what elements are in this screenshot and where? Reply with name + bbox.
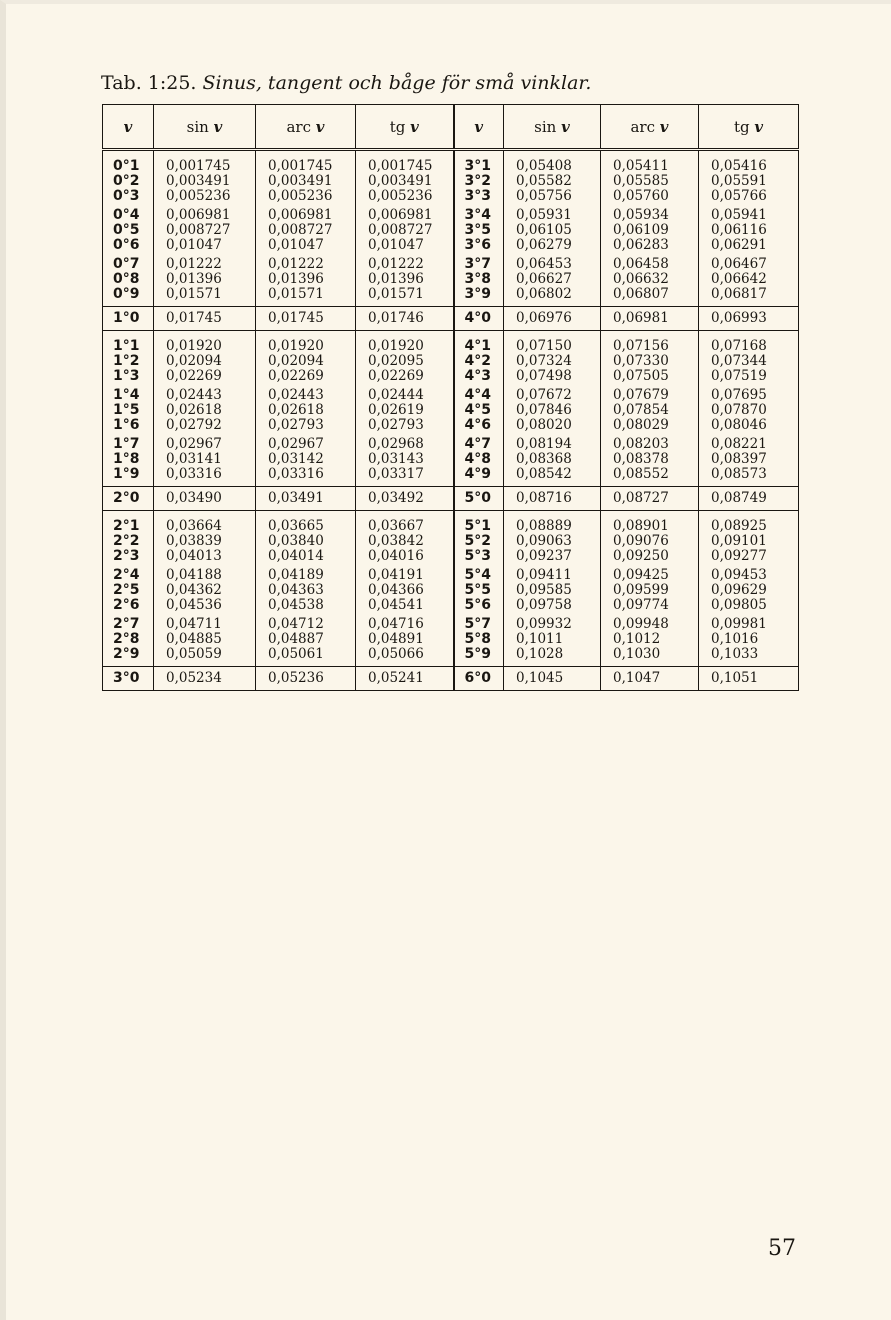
value-cell: 0,06291	[699, 238, 799, 253]
value-cell: 0,04366	[356, 583, 454, 598]
value-cell: 0,04536	[154, 598, 256, 613]
value-cell: 0,09277	[699, 549, 799, 564]
header-variable: v	[213, 117, 223, 136]
angle-cell: 1°2	[103, 354, 154, 369]
value-cell: 0,003491	[256, 174, 356, 189]
table-row	[103, 238, 799, 253]
value-cell: 0,09948	[601, 613, 699, 632]
value-cell: 0,1045	[504, 667, 601, 691]
angle-cell: 2°0	[103, 487, 154, 511]
value-cell: 0,09758	[504, 598, 601, 613]
value-cell: 0,008727	[356, 223, 454, 238]
value-cell: 0,03316	[256, 467, 356, 487]
value-cell: 0,03316	[154, 467, 256, 487]
table-row	[103, 223, 799, 238]
angle-cell: 5°0	[454, 487, 504, 511]
angle-cell: 2°7	[103, 613, 154, 632]
table-caption	[101, 72, 591, 94]
value-cell: 0,07519	[699, 369, 799, 384]
table-row	[103, 613, 799, 632]
angle-cell: 5°7	[454, 613, 504, 632]
angle-cell: 4°4	[454, 384, 504, 403]
value-cell: 0,01222	[256, 253, 356, 272]
table-row	[103, 174, 799, 189]
value-cell: 0,03664	[154, 511, 256, 535]
table-row	[103, 583, 799, 598]
value-cell: 0,06283	[601, 238, 699, 253]
angle-cell: 3°8	[454, 272, 504, 287]
value-cell: 0,01920	[356, 331, 454, 355]
value-cell: 0,06817	[699, 287, 799, 307]
table-row	[103, 647, 799, 667]
value-cell: 0,05241	[356, 667, 454, 691]
angle-cell: 5°9	[454, 647, 504, 667]
table-row	[103, 403, 799, 418]
value-cell: 0,06981	[601, 307, 699, 331]
angle-cell: 1°5	[103, 403, 154, 418]
value-cell: 0,06632	[601, 272, 699, 287]
value-cell: 0,05582	[504, 174, 601, 189]
header-variable: v	[561, 117, 570, 136]
value-cell: 0,07854	[601, 403, 699, 418]
value-cell: 0,04885	[154, 632, 256, 647]
value-cell: 0,03143	[356, 452, 454, 467]
table-row	[103, 598, 799, 613]
value-cell: 0,05411	[601, 150, 699, 175]
angle-cell: 0°3	[103, 189, 154, 204]
value-cell: 0,03491	[256, 487, 356, 511]
value-cell: 0,09453	[699, 564, 799, 583]
angle-cell: 0°7	[103, 253, 154, 272]
header-variable: v	[410, 117, 419, 136]
angle-cell: 3°9	[454, 287, 504, 307]
value-cell: 0,03142	[256, 452, 356, 467]
angle-cell: 1°9	[103, 467, 154, 487]
value-cell: 0,08029	[601, 418, 699, 433]
value-cell: 0,06458	[601, 253, 699, 272]
header-function: tg	[733, 117, 755, 136]
value-cell: 0,08020	[504, 418, 601, 433]
value-cell: 0,08901	[601, 511, 699, 535]
value-cell: 0,08925	[699, 511, 799, 535]
angle-cell: 0°2	[103, 174, 154, 189]
value-cell: 0,04711	[154, 613, 256, 632]
page-number: 57	[768, 1236, 796, 1261]
table-row	[103, 418, 799, 433]
value-cell: 0,02793	[256, 418, 356, 433]
column-header	[356, 105, 454, 150]
value-cell: 0,04363	[256, 583, 356, 598]
value-cell: 0,02619	[356, 403, 454, 418]
value-cell: 0,09981	[699, 613, 799, 632]
angle-cell: 5°2	[454, 534, 504, 549]
value-cell: 0,02967	[154, 433, 256, 452]
value-cell: 0,09585	[504, 583, 601, 598]
angle-cell: 1°7	[103, 433, 154, 452]
angle-cell: 0°6	[103, 238, 154, 253]
header-variable: v	[315, 117, 325, 136]
angle-cell: 1°1	[103, 331, 154, 355]
value-cell: 0,05941	[699, 204, 799, 223]
angle-cell: 4°1	[454, 331, 504, 355]
value-cell: 0,02793	[356, 418, 454, 433]
value-cell: 0,08368	[504, 452, 601, 467]
value-cell: 0,005236	[256, 189, 356, 204]
header-function: arc	[630, 117, 660, 136]
table-row	[103, 549, 799, 564]
table-row	[103, 331, 799, 355]
value-cell: 0,09237	[504, 549, 601, 564]
value-cell: 0,08203	[601, 433, 699, 452]
value-cell: 0,01047	[356, 238, 454, 253]
angle-cell: 0°8	[103, 272, 154, 287]
value-cell: 0,07150	[504, 331, 601, 355]
value-cell: 0,03840	[256, 534, 356, 549]
value-cell: 0,04891	[356, 632, 454, 647]
table-row	[103, 534, 799, 549]
angle-cell: 2°4	[103, 564, 154, 583]
value-cell: 0,01571	[356, 287, 454, 307]
value-cell: 0,06627	[504, 272, 601, 287]
value-cell: 0,05416	[699, 150, 799, 175]
table-row	[103, 632, 799, 647]
angle-cell: 2°5	[103, 583, 154, 598]
value-cell: 0,03317	[356, 467, 454, 487]
value-cell: 0,01571	[154, 287, 256, 307]
value-cell: 0,001745	[256, 150, 356, 175]
value-cell: 0,06109	[601, 223, 699, 238]
header-function: sin	[534, 117, 562, 136]
angle-cell: 1°3	[103, 369, 154, 384]
table-row	[103, 487, 799, 511]
angle-cell: 0°4	[103, 204, 154, 223]
trig-table	[102, 104, 799, 691]
angle-cell: 1°0	[103, 307, 154, 331]
value-cell: 0,04014	[256, 549, 356, 564]
header-row	[103, 105, 799, 150]
value-cell: 0,08573	[699, 467, 799, 487]
value-cell: 0,03492	[356, 487, 454, 511]
table-row	[103, 667, 799, 691]
value-cell: 0,04541	[356, 598, 454, 613]
value-cell: 0,02094	[154, 354, 256, 369]
value-cell: 0,06802	[504, 287, 601, 307]
angle-cell: 5°8	[454, 632, 504, 647]
value-cell: 0,01745	[154, 307, 256, 331]
value-cell: 0,1011	[504, 632, 601, 647]
value-cell: 0,07672	[504, 384, 601, 403]
value-cell: 0,01047	[154, 238, 256, 253]
value-cell: 0,008727	[256, 223, 356, 238]
column-header	[699, 105, 799, 150]
angle-cell: 0°5	[103, 223, 154, 238]
value-cell: 0,08378	[601, 452, 699, 467]
table-row	[103, 189, 799, 204]
value-cell: 0,05760	[601, 189, 699, 204]
value-cell: 0,08397	[699, 452, 799, 467]
value-cell: 0,09774	[601, 598, 699, 613]
angle-cell: 5°4	[454, 564, 504, 583]
value-cell: 0,01222	[356, 253, 454, 272]
table-row	[103, 287, 799, 307]
angle-cell: 3°5	[454, 223, 504, 238]
value-cell: 0,006981	[356, 204, 454, 223]
value-cell: 0,02967	[256, 433, 356, 452]
value-cell: 0,01920	[256, 331, 356, 355]
angle-cell: 3°0	[103, 667, 154, 691]
angle-cell: 3°7	[454, 253, 504, 272]
value-cell: 0,07870	[699, 403, 799, 418]
angle-cell: 4°7	[454, 433, 504, 452]
value-cell: 0,03839	[154, 534, 256, 549]
value-cell: 0,04712	[256, 613, 356, 632]
value-cell: 0,07505	[601, 369, 699, 384]
table-row	[103, 204, 799, 223]
value-cell: 0,08046	[699, 418, 799, 433]
value-cell: 0,07695	[699, 384, 799, 403]
value-cell: 0,03490	[154, 487, 256, 511]
angle-cell: 2°9	[103, 647, 154, 667]
angle-cell: 4°6	[454, 418, 504, 433]
value-cell: 0,1016	[699, 632, 799, 647]
value-cell: 0,05061	[256, 647, 356, 667]
value-cell: 0,09101	[699, 534, 799, 549]
table-row	[103, 564, 799, 583]
value-cell: 0,07168	[699, 331, 799, 355]
value-cell: 0,02792	[154, 418, 256, 433]
angle-cell: 6°0	[454, 667, 504, 691]
value-cell: 0,1047	[601, 667, 699, 691]
value-cell: 0,1030	[601, 647, 699, 667]
table-row	[103, 369, 799, 384]
angle-cell: 1°4	[103, 384, 154, 403]
value-cell: 0,02443	[154, 384, 256, 403]
value-cell: 0,01396	[356, 272, 454, 287]
value-cell: 0,1028	[504, 647, 601, 667]
angle-cell: 1°6	[103, 418, 154, 433]
value-cell: 0,1051	[699, 667, 799, 691]
value-cell: 0,04013	[154, 549, 256, 564]
value-cell: 0,02968	[356, 433, 454, 452]
angle-cell: 4°9	[454, 467, 504, 487]
value-cell: 0,07846	[504, 403, 601, 418]
value-cell: 0,08889	[504, 511, 601, 535]
table-row	[103, 511, 799, 535]
value-cell: 0,09932	[504, 613, 601, 632]
table-title: Sinus, tangent och båge för små vinklar.	[202, 72, 592, 94]
value-cell: 0,07156	[601, 331, 699, 355]
angle-cell: 3°6	[454, 238, 504, 253]
value-cell: 0,03665	[256, 511, 356, 535]
value-cell: 0,05066	[356, 647, 454, 667]
table-row	[103, 253, 799, 272]
value-cell: 0,07498	[504, 369, 601, 384]
value-cell: 0,04887	[256, 632, 356, 647]
value-cell: 0,08749	[699, 487, 799, 511]
value-cell: 0,01047	[256, 238, 356, 253]
value-cell: 0,005236	[356, 189, 454, 204]
table-row	[103, 452, 799, 467]
value-cell: 0,06976	[504, 307, 601, 331]
table-row	[103, 384, 799, 403]
angle-cell: 3°1	[454, 150, 504, 175]
value-cell: 0,08194	[504, 433, 601, 452]
value-cell: 0,08716	[504, 487, 601, 511]
value-cell: 0,008727	[154, 223, 256, 238]
value-cell: 0,07324	[504, 354, 601, 369]
value-cell: 0,08552	[601, 467, 699, 487]
value-cell: 0,09599	[601, 583, 699, 598]
column-header	[154, 105, 256, 150]
value-cell: 0,08221	[699, 433, 799, 452]
header-function: sin	[186, 117, 214, 136]
value-cell: 0,06453	[504, 253, 601, 272]
angle-cell: 5°3	[454, 549, 504, 564]
value-cell: 0,02269	[154, 369, 256, 384]
angle-cell: 4°8	[454, 452, 504, 467]
angle-cell: 4°3	[454, 369, 504, 384]
column-header	[504, 105, 601, 150]
value-cell: 0,1012	[601, 632, 699, 647]
value-cell: 0,05059	[154, 647, 256, 667]
value-cell: 0,01396	[256, 272, 356, 287]
column-header: v	[103, 105, 154, 150]
value-cell: 0,001745	[356, 150, 454, 175]
value-cell: 0,09805	[699, 598, 799, 613]
header-function: arc	[286, 117, 316, 136]
angle-cell: 0°1	[103, 150, 154, 175]
angle-cell: 4°0	[454, 307, 504, 331]
value-cell: 0,02618	[256, 403, 356, 418]
value-cell: 0,02269	[256, 369, 356, 384]
value-cell: 0,02618	[154, 403, 256, 418]
value-cell: 0,003491	[356, 174, 454, 189]
value-cell: 0,01396	[154, 272, 256, 287]
table-row	[103, 150, 799, 175]
value-cell: 0,09629	[699, 583, 799, 598]
value-cell: 0,05591	[699, 174, 799, 189]
value-cell: 0,09425	[601, 564, 699, 583]
value-cell: 0,006981	[256, 204, 356, 223]
value-cell: 0,04189	[256, 564, 356, 583]
value-cell: 0,09411	[504, 564, 601, 583]
table-row	[103, 307, 799, 331]
value-cell: 0,05585	[601, 174, 699, 189]
value-cell: 0,06993	[699, 307, 799, 331]
value-cell: 0,03842	[356, 534, 454, 549]
value-cell: 0,01571	[256, 287, 356, 307]
column-header	[601, 105, 699, 150]
angle-cell: 3°2	[454, 174, 504, 189]
value-cell: 0,06279	[504, 238, 601, 253]
value-cell: 0,09063	[504, 534, 601, 549]
column-header	[256, 105, 356, 150]
angle-cell: 1°8	[103, 452, 154, 467]
value-cell: 0,07330	[601, 354, 699, 369]
value-cell: 0,02094	[256, 354, 356, 369]
value-cell: 0,05931	[504, 204, 601, 223]
table-row	[103, 354, 799, 369]
value-cell: 0,1033	[699, 647, 799, 667]
value-cell: 0,04016	[356, 549, 454, 564]
value-cell: 0,06467	[699, 253, 799, 272]
angle-cell: 4°5	[454, 403, 504, 418]
table-body	[103, 150, 799, 691]
value-cell: 0,04188	[154, 564, 256, 583]
value-cell: 0,06105	[504, 223, 601, 238]
value-cell: 0,04716	[356, 613, 454, 632]
value-cell: 0,04191	[356, 564, 454, 583]
column-header: v	[454, 105, 504, 150]
value-cell: 0,02444	[356, 384, 454, 403]
value-cell: 0,07344	[699, 354, 799, 369]
angle-cell: 2°1	[103, 511, 154, 535]
value-cell: 0,02443	[256, 384, 356, 403]
value-cell: 0,08542	[504, 467, 601, 487]
value-cell: 0,005236	[154, 189, 256, 204]
value-cell: 0,03141	[154, 452, 256, 467]
angle-cell: 3°3	[454, 189, 504, 204]
value-cell: 0,04538	[256, 598, 356, 613]
angle-cell: 5°5	[454, 583, 504, 598]
angle-cell: 4°2	[454, 354, 504, 369]
value-cell: 0,01920	[154, 331, 256, 355]
angle-cell: 2°2	[103, 534, 154, 549]
value-cell: 0,01745	[256, 307, 356, 331]
angle-cell: 2°6	[103, 598, 154, 613]
value-cell: 0,01746	[356, 307, 454, 331]
header-function: tg	[389, 117, 411, 136]
header-variable: v	[754, 117, 764, 136]
header-variable: v	[659, 117, 669, 136]
value-cell: 0,05234	[154, 667, 256, 691]
angle-cell: 2°8	[103, 632, 154, 647]
value-cell: 0,006981	[154, 204, 256, 223]
value-cell: 0,05408	[504, 150, 601, 175]
value-cell: 0,003491	[154, 174, 256, 189]
angle-cell: 2°3	[103, 549, 154, 564]
value-cell: 0,08727	[601, 487, 699, 511]
angle-cell: 0°9	[103, 287, 154, 307]
value-cell: 0,09250	[601, 549, 699, 564]
value-cell: 0,06116	[699, 223, 799, 238]
table-row	[103, 467, 799, 487]
value-cell: 0,01222	[154, 253, 256, 272]
table-row	[103, 433, 799, 452]
angle-cell: 5°6	[454, 598, 504, 613]
value-cell: 0,05934	[601, 204, 699, 223]
table-row	[103, 272, 799, 287]
value-cell: 0,001745	[154, 150, 256, 175]
value-cell: 0,02269	[356, 369, 454, 384]
value-cell: 0,07679	[601, 384, 699, 403]
value-cell: 0,04362	[154, 583, 256, 598]
value-cell: 0,02095	[356, 354, 454, 369]
value-cell: 0,05756	[504, 189, 601, 204]
angle-cell: 3°4	[454, 204, 504, 223]
angle-cell: 5°1	[454, 511, 504, 535]
value-cell: 0,09076	[601, 534, 699, 549]
value-cell: 0,05236	[256, 667, 356, 691]
value-cell: 0,06642	[699, 272, 799, 287]
value-cell: 0,06807	[601, 287, 699, 307]
table-number: Tab. 1:25.	[101, 72, 197, 94]
value-cell: 0,03667	[356, 511, 454, 535]
value-cell: 0,05766	[699, 189, 799, 204]
